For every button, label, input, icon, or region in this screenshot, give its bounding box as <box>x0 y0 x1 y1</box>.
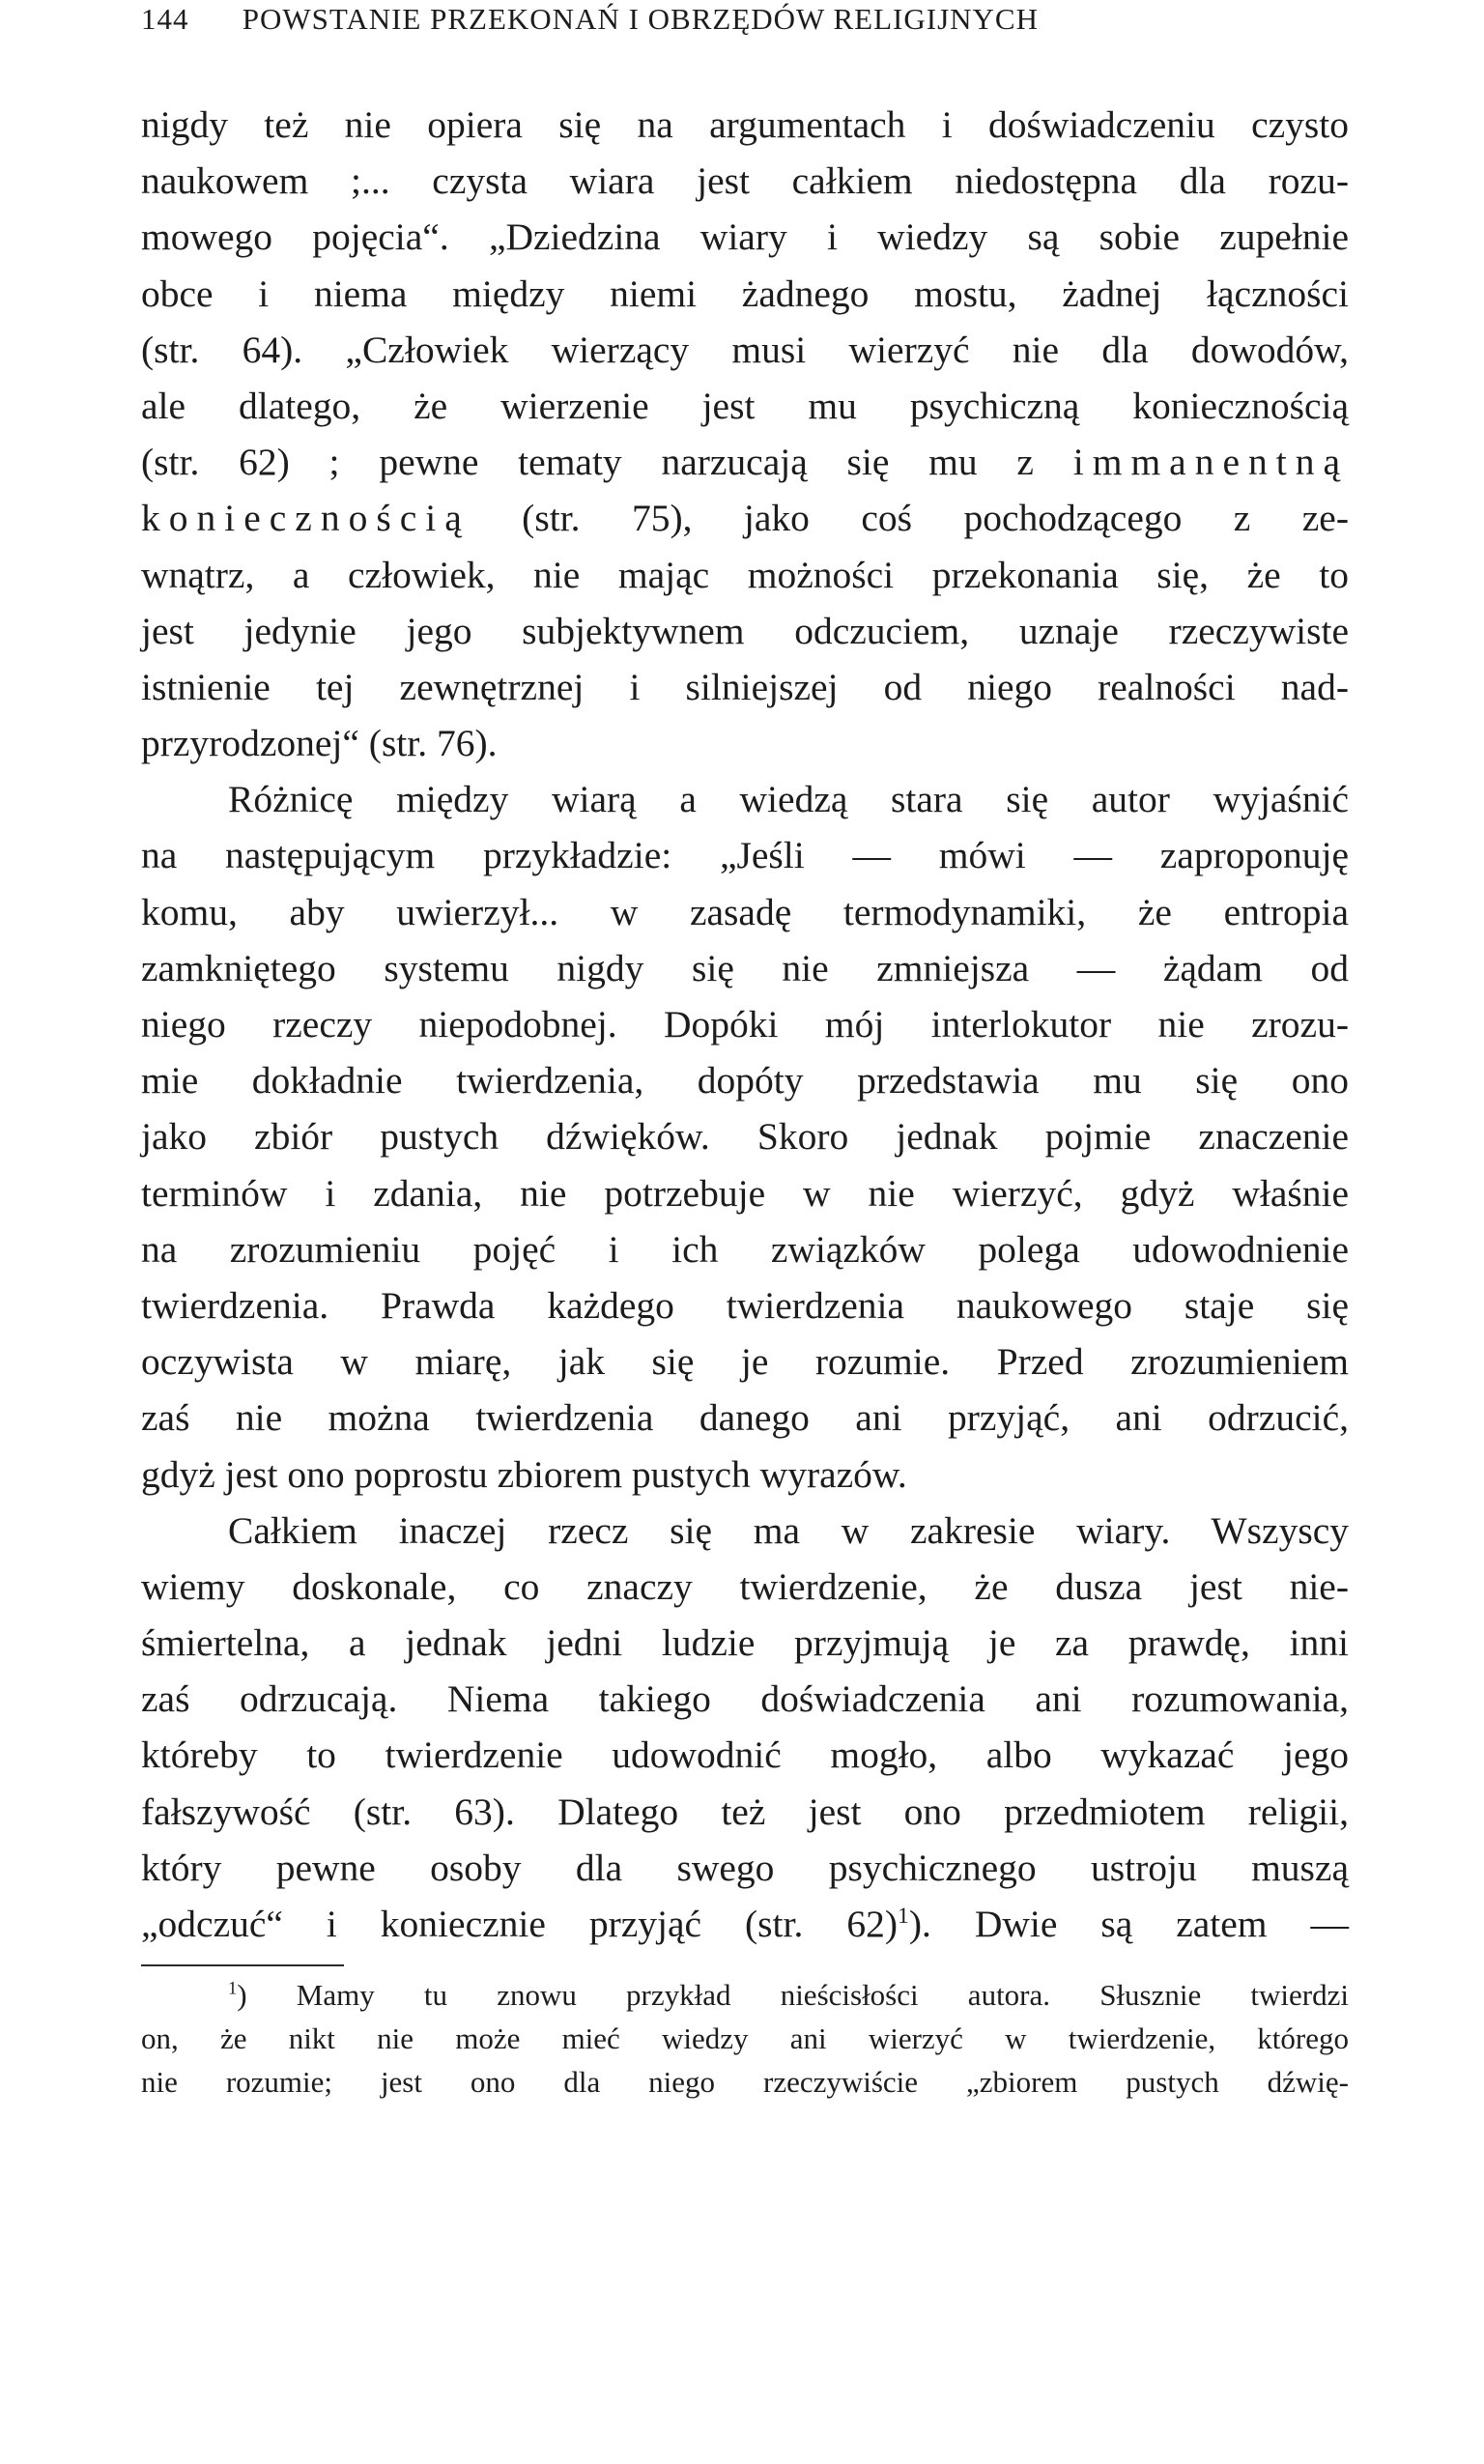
text-line <box>141 434 1349 490</box>
text-line: niego rzeczy niepodobnej. Dopóki mój interlokutor nie zrozu- <box>141 1003 1349 1046</box>
footnote-reference: 1 <box>898 1903 909 1929</box>
text-line: Różnicę między wiarą a wiedzą stara się autor wyjaśnić <box>228 778 1349 821</box>
page-number: 144 <box>141 2 189 36</box>
running-title: POWSTANIE PRZEKONAŃ I OBRZĘDÓW RELIGIJNYCH <box>242 2 1039 36</box>
footnote-line: nie rozumie; jest ono dla niego rzeczywiście „zbiorem pustych dźwię- <box>141 2065 1349 2099</box>
text-line <box>141 490 1349 546</box>
text-line: nigdy też nie opiera się na argumentach i doświadczeniu czysto <box>141 103 1349 146</box>
footnote-line: on, że nikt nie może mieć wiedzy ani wierzyć w twierdzenie, którego <box>141 2021 1349 2055</box>
text-line: zaś nie można twierdzenia danego ani przyjąć, ani odrzucić, <box>141 1396 1349 1440</box>
body-text <box>141 97 1349 1952</box>
text-line: śmiertelna, a jednak jedni ludzie przyjmują je za prawdę, inni <box>141 1621 1349 1665</box>
text-line: gdyż jest ono poprostu zbiorem pustych wyrazów. <box>141 1452 907 1496</box>
text-line: który pewne osoby dla swego psychicznego ustroju muszą <box>141 1846 1349 1889</box>
text-line: istnienie tej zewnętrznej i silniejszej od niego realności nad- <box>141 665 1349 708</box>
footnote-divider <box>141 1964 344 1966</box>
text-line: wnątrz, a człowiek, nie mając możności przekonania się, że to <box>141 553 1349 596</box>
text-line: na zrozumieniu pojęć i ich związków polega udowodnienie <box>141 1227 1349 1271</box>
text-line: zaś odrzucają. Niema takiego doświadczenia ani rozumowania, <box>141 1677 1349 1721</box>
text-line: mie dokładnie twierdzenia, dopóty przedstawia mu się ono <box>141 1059 1349 1103</box>
text-line: jest jedynie jego subjektywnem odczuciem, uznaje rzeczywiste <box>141 609 1349 652</box>
text-line: komu, aby uwierzył... w zasadę termodynamiki, że entropia <box>141 890 1349 933</box>
line-part: (str. 75), jako coś pochodzącego z ze- <box>522 497 1349 540</box>
emphasized-word: koniecznością <box>141 497 471 540</box>
text-line: któreby to twierdzenie udowodnić mogło, albo wykazać jego <box>141 1733 1349 1777</box>
line-part: (str. 62) ; pewne tematy narzucają się mu z <box>141 441 1034 484</box>
emphasized-word: immanentną <box>1072 441 1349 484</box>
line-part: „odczuć“ i koniecznie przyjąć (str. 62) <box>141 1903 898 1945</box>
text-line: ale dlatego, że wierzenie jest mu psychiczną koniecznością <box>141 384 1349 427</box>
text-line: mowego pojęcia“. „Dziedzina wiary i wiedzy są sobie zupełnie <box>141 215 1349 259</box>
text-line: obce i niema między niemi żadnego mostu, żadnej łączności <box>141 272 1349 315</box>
text-line: wiemy doskonale, co znaczy twierdzenie, że dusza jest nie- <box>141 1564 1349 1608</box>
footnote <box>141 1973 1349 2104</box>
text-line: zamkniętego systemu nigdy się nie zmniejsza — żądam od <box>141 946 1349 989</box>
text-line: na następującym przykładzie: „Jeśli — mówi — zaproponuję <box>141 834 1349 877</box>
footnote-line <box>141 1973 1349 2017</box>
text-line: jako zbiór pustych dźwięków. Skoro jednak pojmie znaczenie <box>141 1115 1349 1159</box>
text-line: przyrodzonej“ (str. 76). <box>141 722 498 765</box>
text-line: oczywista w miarę, jak się je rozumie. Przed zrozumieniem <box>141 1340 1349 1384</box>
running-header <box>141 2 1349 46</box>
text-line: (str. 64). „Człowiek wierzący musi wierzyć nie dla dowodów, <box>141 328 1349 371</box>
text-line: twierdzenia. Prawda każdego twierdzenia naukowego staje się <box>141 1283 1349 1327</box>
text-line: naukowem ;... czysta wiara jest całkiem niedostępna dla rozu- <box>141 159 1349 203</box>
line-part: ) Mamy tu znowu przykład nieścisłości autora. Słusznie twierdzi <box>237 1978 1349 2012</box>
text-line: fałszywość (str. 63). Dlatego też jest ono przedmiotem religii, <box>141 1790 1349 1833</box>
text-line: Całkiem inaczej rzecz się ma w zakresie wiary. Wszyscy <box>228 1508 1349 1552</box>
text-line: terminów i zdania, nie potrzebuje w nie wierzyć, gdyż właśnie <box>141 1171 1349 1215</box>
text-line <box>141 1896 1349 1952</box>
footnote-marker: 1 <box>228 1978 238 1999</box>
line-part: ). Dwie są zatem — <box>908 1903 1349 1945</box>
